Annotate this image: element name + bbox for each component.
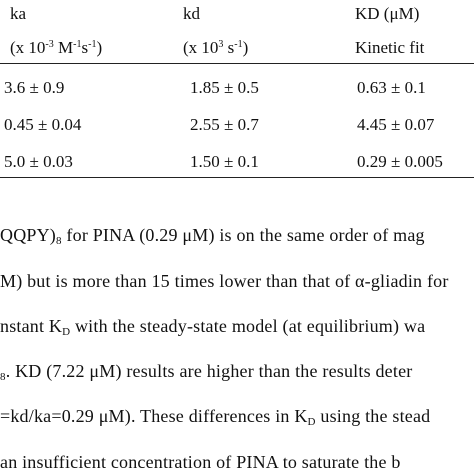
table-cell: 1.85 ± 0.5 <box>190 78 259 97</box>
header-ka: ka <box>10 4 27 23</box>
paragraph-line: $_8$. KD (7.22 μM) results are higher than the results deter <box>0 361 413 383</box>
table-bottom-rule <box>0 177 474 178</box>
table-cell: 2.55 ± 0.7 <box>190 115 259 134</box>
table-cell: 0.63 ± 0.1 <box>357 78 426 97</box>
header-kd-unit: (x $10^3$ $s^{-1}$) <box>183 38 249 57</box>
table-header-rule <box>0 63 474 64</box>
paragraph-line: =kd/ka=0.29 μM). These differences in $K_D$ using the stead <box>0 406 431 428</box>
table-cell: 3.6 ± 0.9 <box>4 78 65 97</box>
paragraph-line: an insufficient concentration of PINA to saturate the b <box>0 452 401 472</box>
header-kd: kd <box>183 4 200 23</box>
paragraph-line: $QQPY)_8$ for PINA (0.29 μM) is on the same order of mag <box>0 225 425 247</box>
header-KD-unit: Kinetic fit <box>355 38 425 57</box>
header-ka-unit: (x $10^{-3}$ $M^{-1}s^{-1}$) <box>10 38 103 57</box>
table-cell: 4.45 ± 0.07 <box>357 115 435 134</box>
header-KD: KD (μM) <box>355 4 420 23</box>
table-cell: 1.50 ± 0.1 <box>190 152 259 171</box>
table-cell: 5.0 ± 0.03 <box>4 152 73 171</box>
table-cell: 0.45 ± 0.04 <box>4 115 82 134</box>
paragraph-line: M) but is more than 15 times lower than that of α-gliadin for <box>0 271 449 291</box>
paragraph-line: nstant $K_D$ with the steady-state model (at equilibrium) wa <box>0 316 426 338</box>
table-cell: 0.29 ± 0.005 <box>357 152 443 171</box>
